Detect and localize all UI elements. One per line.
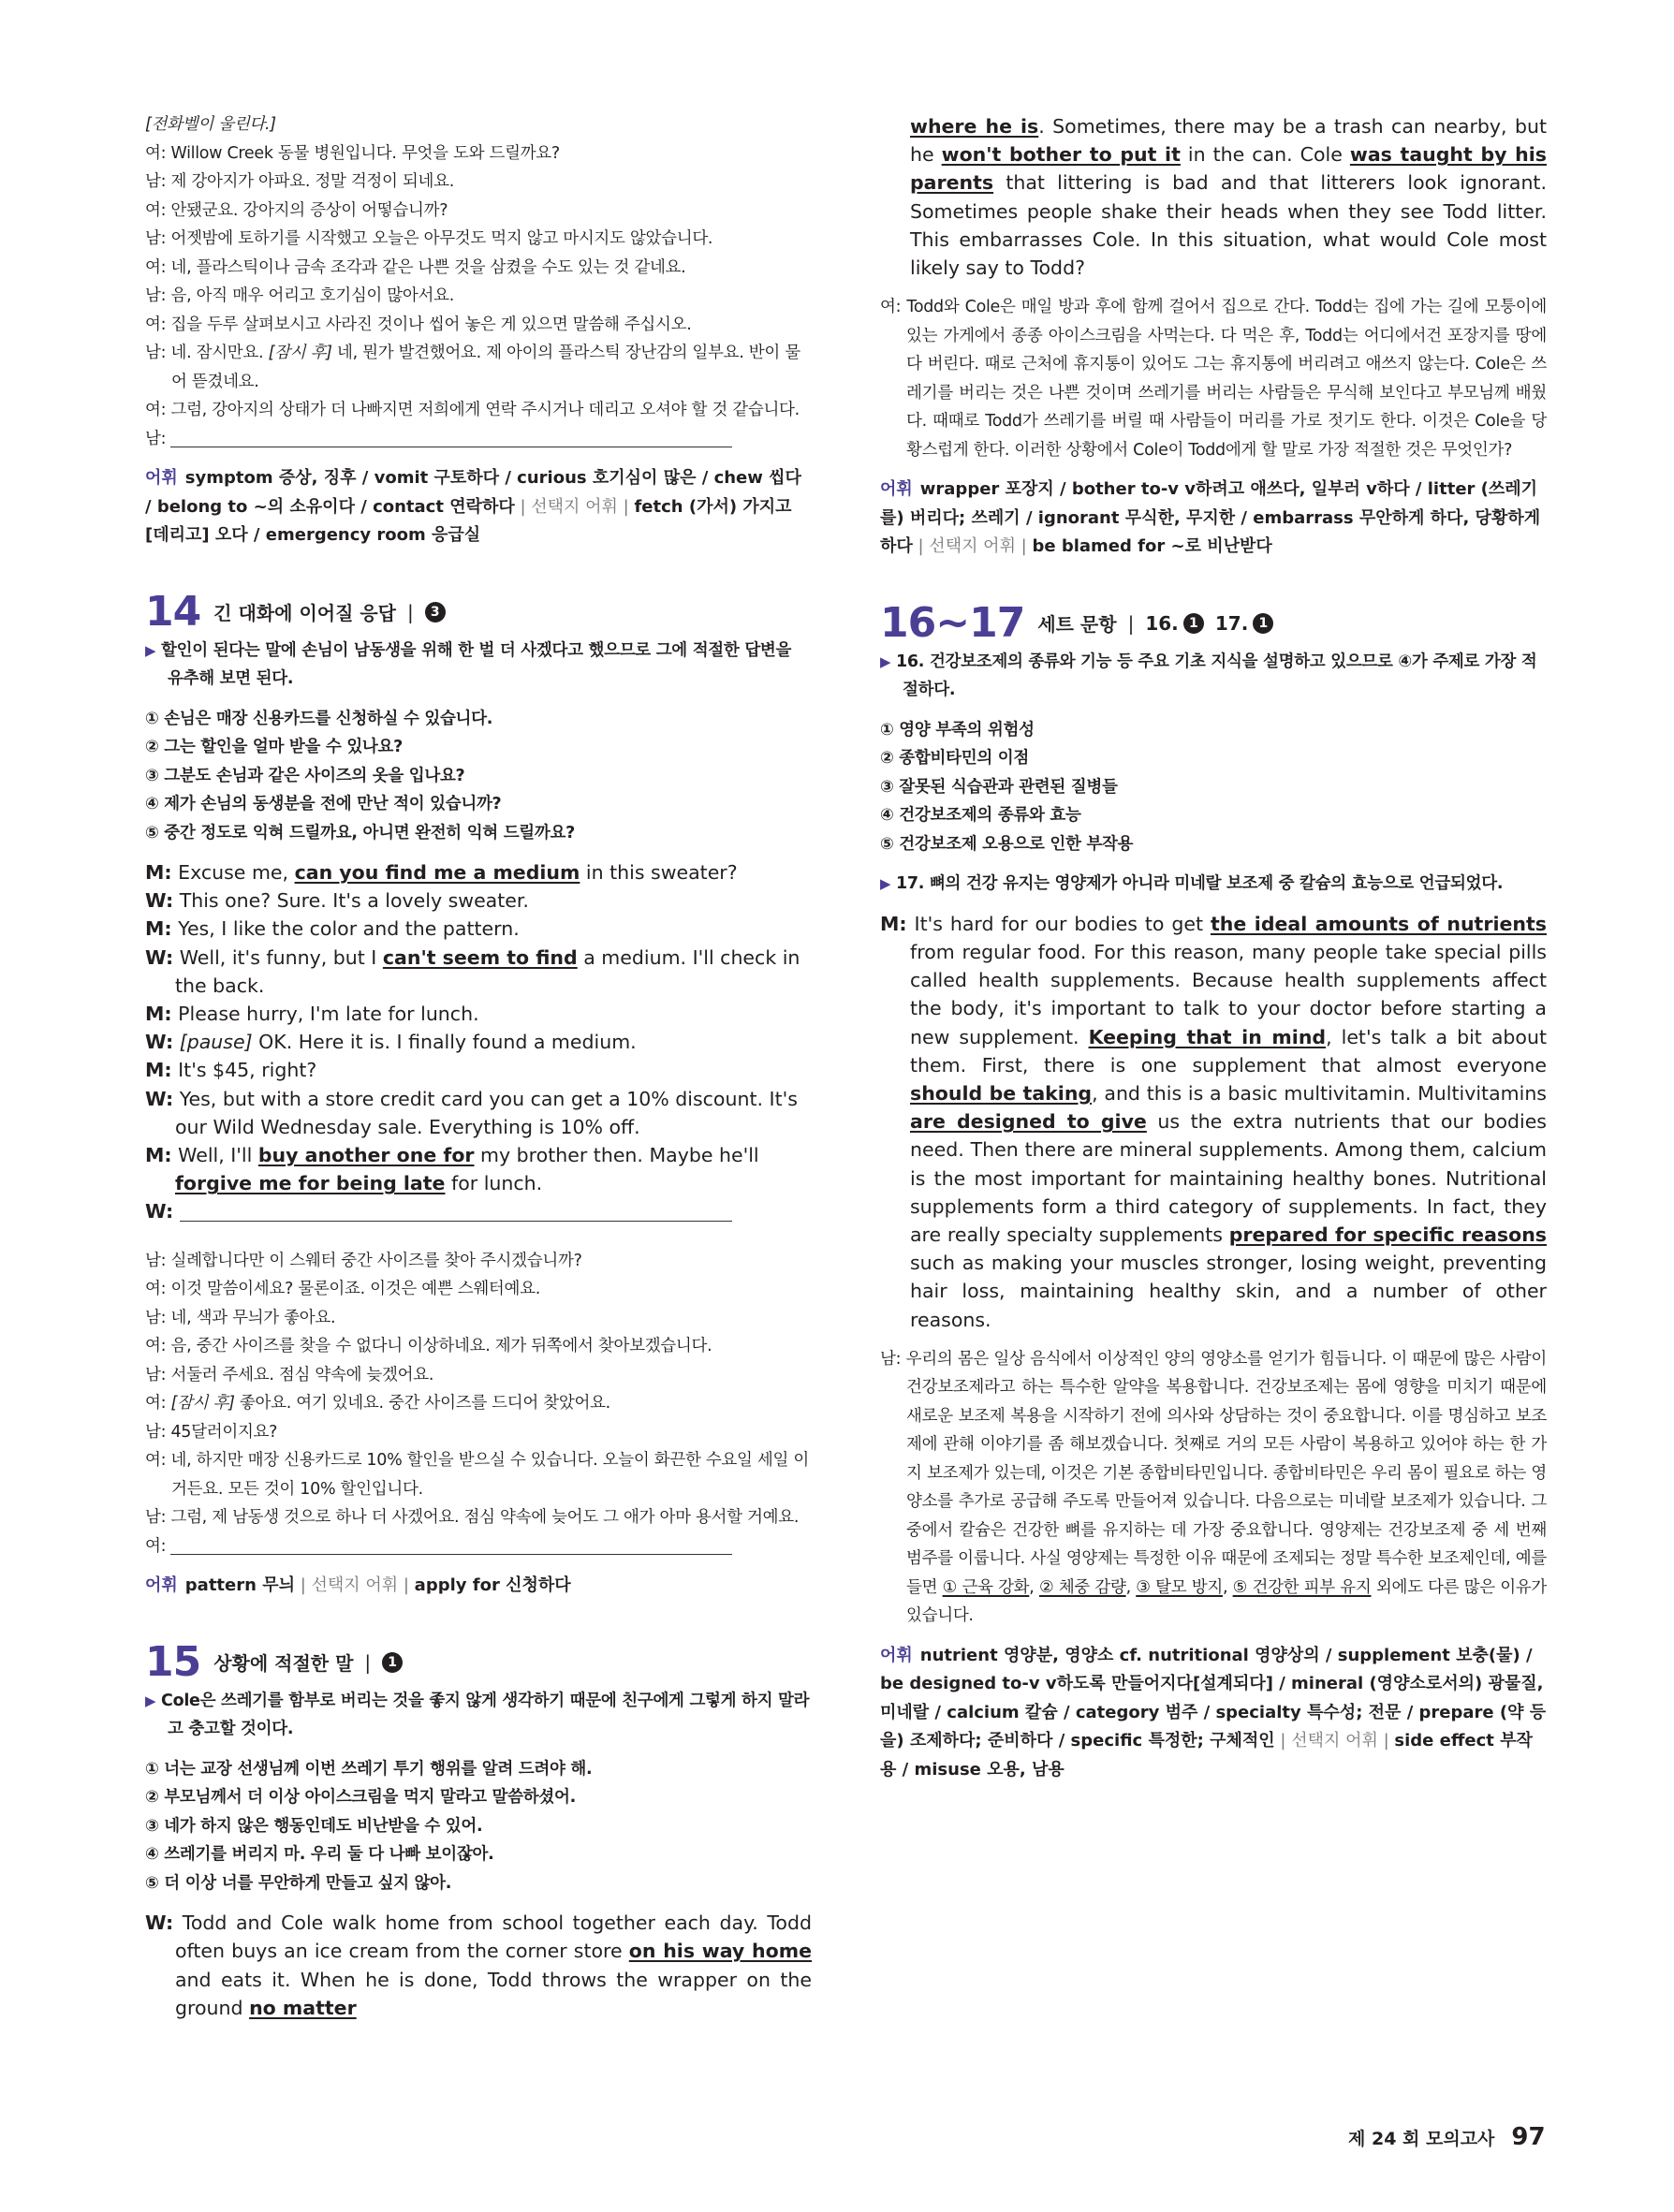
q15-options [145,1755,812,1898]
dialogue-line: 남: 서둘러 주세요. 점심 약속에 늦겠어요. [145,1365,434,1384]
stage-direction: [전화벨이 울린다.] [145,115,276,134]
dialogue-line: 여: 네, 플라스틱이나 금속 조각과 같은 나쁜 것을 삼켰을 수도 있는 것 같네요. [145,257,686,277]
q14-english-dialogue [145,858,812,1226]
dialogue-line: 여: 이것 말씀이세요? 물론이죠. 이것은 예쁜 스웨터예요. [145,1280,540,1299]
dialogue-line: 여: 안됐군요. 강아지의 증상이 어떻습니까? [145,200,448,220]
dialogue-line: 남: 45달러이지요? [145,1422,278,1442]
dialogue-line: 여: 집을 두루 살펴보시고 사라진 것이나 씹어 놓은 게 있으면 말씀해 주십시오. [145,315,692,334]
footer-title: 제 24 회 모의고사 [1348,2129,1495,2149]
option: ① 영양 부족의 위험성 [880,720,1035,740]
page-number: 97 [1511,2123,1546,2151]
option: ④ 건강보조제의 종류와 효능 [880,806,1081,826]
q15-passage-part1: W: Todd and Cole walk home from school together each day. Todd often buys an ice cream from the corner store on his way home and eats it. When he is done, Todd throws the wrapper on the ground no matter [145,1912,812,2019]
dialogue-line: M: Please hurry, I'm late for lunch. [145,1003,479,1026]
dialogue-line: W: This one? Sure. It's a lovely sweater. [145,889,529,913]
q14-vocab: 어휘 pattern 무늬 | 선택지 어휘 | apply for 신청하다 [145,1575,571,1596]
q16-options [880,716,1547,859]
dialogue-line: M: Well, I'll buy another one for my brother then. Maybe he'll forgive me for being late for lunch. [145,1144,759,1195]
option: ③ 네가 하지 않은 행동인데도 비난받을 수 있어. [145,1816,483,1836]
option: ① 손님은 매장 신용카드를 신청하실 수 있습니다. [145,709,493,728]
option: ④ 제가 손님의 동생분을 전에 만난 적이 있습니까? [145,795,502,813]
underline-continued: no matter [249,1996,357,2019]
q15-header: 15 상황에 적절한 말 | 1 [145,1638,812,1687]
q13-vocab: 어휘 symptom 증상, 징후 / vomit 구토하다 / curious 호기심이 많은 / chew 씹다 / belong to ~의 소유이다 / contact 연락하다 | 선택지 어휘 | fetch (가서) 가지고[데리고] 오다 / emergency room 응급실 [145,468,801,545]
triangle-bullet-icon: ▶ [145,641,156,659]
dialogue-line: 남: 어젯밤에 토하기를 시작했고 오늘은 아무것도 먹지 않고 마시지도 않았습니다. [145,229,713,248]
q16-17-korean-passage: 남: 우리의 몸은 일상 음식에서 이상적인 양의 영양소를 얻기가 힘듭니다. 이 때문에 많은 사람이 건강보조제라고 하는 특수한 알약을 복용합니다. 건강보조제는 몸에 영향을 미치기 때문에 새로운 보조제 복용을 시작하기 전에 의사와 상담하는 것이 중요합니다. 이를 명심하고 보조제에 관해 이야기를 좀 해보겠습니다. 첫째로 거의 모든 사람이 복용하고 있어야 하는 한 가지 보조제가 있는데, 이것은 기본 종합비타민입니다. 종합비타민은 우리 몸이 필요로 하는 영양소를 추가로 공급해 주도록 만들어져 있습니다. 다음으로는 미네랄 보조제가 있습니다. 그중에서 칼슘은 건강한 뼈를 유지하는 데 가장 중요합니다. 영양제는 건강보조제 중 세 번째 범주를 이룹니다. 사실 영양제는 특정한 이유 때문에 조제되는 정말 특수한 보조제인데, 예를 들면 ① 근육 강화, ② 체중 감량, ③ 탈모 방지, ⑤ 건강한 피부 유지 외에도 다른 많은 이유가 있습니다. [880,1349,1548,1626]
answer-number-badge: 1 [1183,613,1204,634]
option: ⑤ 건강보조제 오용으로 인한 부작용 [880,834,1134,854]
q15-passage-part2: where he is. Sometimes, there may be a trash can nearby, but he won't bother to put it in the can. Cole was taught by his parents that littering is bad and that litterers look ignorant. Sometimes people shake their heads when they see Todd litter. This embarrasses Cole. In this situation, what would Cole most likely say to Todd? [910,115,1547,280]
option: ② 그는 할인을 얼마 받을 수 있나요? [145,738,403,756]
left-column [145,110,812,2022]
triangle-bullet-icon: ▶ [880,875,891,893]
q16-17-vocab: 어휘 nutrient 영양분, 영양소 cf. nutritional 영양상의 / supplement 보충(물) / be designed to-v v하도록 만들어지다[설계되다] / mineral (영양소로서의) 광물질, 미네랄 / calcium 칼슘 / category 범주 / specialty 특수성; 전문 / prepare (약 등을) 조제하다; 준비하다 / specific 특정한; 구체적인 | 선택지 어휘 | side effect 부작용 / misuse 오용, 남용 [880,1645,1547,1780]
triangle-bullet-icon: ▶ [145,1692,156,1709]
answer-number-badge: 1 [382,1652,403,1673]
answer-blank[interactable] [180,1204,732,1222]
dialogue-line: M: Yes, I like the color and the pattern. [145,917,520,941]
dialogue-line: 여: 네, 하지만 매장 신용카드로 10% 할인을 받으실 수 있습니다. 오늘이 화끈한 수요일 세일 이거든요. 모든 것이 10% 할인입니다. [145,1451,809,1499]
q15-explanation: ▶ Cole은 쓰레기를 함부로 버리는 것을 좋지 않게 생각하기 때문에 친구에게 그렇게 하지 말라고 충고할 것이다. [145,1691,810,1739]
answer-blank-line: 남: [145,425,812,454]
dialogue-line: 남: 음, 아직 매우 어리고 호기심이 많아서요. [145,286,454,305]
q15-korean-passage: 여: Todd와 Cole은 매일 방과 후에 함께 걸어서 집으로 간다. Todd는 집에 가는 길에 모퉁이에 있는 가게에서 종종 아이스크림을 사먹는다. 다 먹은 후, Todd는 어디에서건 포장지를 땅에다 버린다. 때로 근처에 휴지통이 있어도 그는 휴지통에 버리려고 애쓰지 않는다. Cole은 쓰레기를 버리는 것은 나쁜 것이며 쓰레기를 버리는 사람들은 무식해 보인다고 부모님께 배웠다. 때때로 Todd가 쓰레기를 버릴 때 사람들이 머리를 가로 젓기도 한다. 이것은 Cole을 당황스럽게 한다. 이러한 상황에서 Cole이 Todd에게 할 말로 가장 적절한 것은 무엇인가? [880,298,1547,460]
answer-blank[interactable] [170,1537,732,1555]
q14-header: 14 긴 대화에 이어질 응답 | 3 [145,588,812,637]
dialogue-line: 여: [잠시 후] 좋아요. 여기 있네요. 중간 사이즈를 드디어 찾았어요. [145,1394,610,1414]
answer-blank-line: 여: [145,1532,812,1561]
dialogue-line: 남: 실례합니다만 이 스웨터 중간 사이즈를 찾아 주시겠습니까? [145,1251,582,1270]
q15-vocab: 어휘 wrapper 포장지 / bother to-v v하려고 애쓰다, 일부러 v하다 / litter (쓰레기를) 버리다; 쓰레기 / ignorant 무식한, 무지한 / embarrass 무안하게 하다, 당황하게 하다 | 선택지 어휘 | be blamed for ~로 비난받다 [880,479,1541,557]
dialogue-line: W: [pause] OK. Here it is. I finally found a medium. [145,1031,637,1054]
dialogue-line: W: Yes, but with a store credit card you can get a 10% discount. It's our Wild Wednesday sale. Everything is 10% off. [145,1087,798,1138]
right-column [880,112,1547,1784]
dialogue-line: 여: 그럼, 강아지의 상태가 더 나빠지면 저희에게 연락 주시거나 데리고 오셔야 할 것 같습니다. [145,401,800,419]
q14-options [145,705,812,848]
option: ③ 그분도 손님과 같은 사이즈의 옷을 입나요? [145,766,465,785]
q16-explanation: ▶ 16. 건강보조제의 종류와 기능 등 주요 기초 지식을 설명하고 있으므로 ④가 주제로 가장 적절하다. [880,652,1537,700]
dialogue-line: 남: 그럼, 제 남동생 것으로 하나 더 사겠어요. 점심 약속에 늦어도 그 애가 아마 용서할 거예요. [145,1508,800,1528]
answer-number-badge: 3 [425,602,446,623]
dialogue-line: M: Excuse me, can you find me a medium in this sweater? [145,861,738,884]
dialogue-line: W: Well, it's funny, but I can't seem to find a medium. I'll check in the back. [145,945,800,997]
answer-number-badge: 1 [1253,613,1273,634]
option: ③ 잘못된 식습관과 관련된 질병들 [880,777,1118,797]
dialogue-line: 남: 제 강아지가 아파요. 정말 걱정이 되네요. [145,172,454,191]
dialogue-line: 여: Willow Creek 동물 병원입니다. 무엇을 도와 드릴까요? [145,143,560,163]
dialogue-line: 여: 음, 중간 사이즈를 찾을 수 없다니 이상하네요. 제가 뒤쪽에서 찾아보겠습니다. [145,1337,712,1356]
dialogue-line: 남: 네, 색과 무늬가 좋아요. [145,1308,336,1327]
option: ② 부모님께서 더 이상 아이스크림을 먹지 말라고 말씀하셨어. [145,1788,576,1808]
answer-blank[interactable] [170,430,732,447]
answer-blank-line: W: [145,1197,812,1225]
q16-17-header: 16~17 세트 문항 | 16. 1 17. 1 [880,599,1547,648]
q17-explanation: ▶ 17. 뼈의 건강 유지는 영양제가 아니라 미네랄 보조제 중 칼슘의 효능으로 언급되었다. [880,874,1504,894]
option: ② 종합비타민의 이점 [880,749,1029,769]
dialogue-line: 남: 네. 잠시만요. [잠시 후] 네, 뭔가 발견했어요. 제 아이의 플라스틱 장난감의 일부요. 반이 물어 뜯겼네요. [145,344,800,391]
option: ⑤ 더 이상 너를 무안하게 만들고 싶지 않아. [145,1873,452,1893]
option: ① 너는 교장 선생님께 이번 쓰레기 투기 행위를 알려 드려야 해. [145,1759,593,1779]
underline-continued: where he is [910,115,1039,138]
option: ⑤ 중간 정도로 익혀 드릴까요, 아니면 완전히 익혀 드릴까요? [145,823,575,842]
option: ④ 쓰레기를 버리지 마. 우리 둘 다 나빠 보이잖아. [145,1845,494,1865]
dialogue-line: M: It's $45, right? [145,1059,317,1082]
q14-korean-dialogue [145,1247,812,1561]
page-footer [1348,2123,1546,2151]
q16-17-passage: M: It's hard for our bodies to get the ideal amounts of nutrients from regular food. For this reason, many people take special pills called health supplements. Because health supplements affect the body, it's important to talk to your doctor before starting a new supplement. Keeping that in mind, let's talk a bit about them. First, there is one supplement that almost everyone should be taking, and this is a basic multivitamin. Multivitamins are designed to give us the extra nutrients that our bodies need. Then there are mineral supplements. Among them, calcium is the most important for maintaining healthy bones. Nutritional supplements form a third category of supplements. In fact, they are really specialty supplements prepared for specific reasons such as making your muscles stronger, losing weight, preventing hair loss, maintaining healthy skin, and a number of other reasons. [880,912,1547,1331]
triangle-bullet-icon: ▶ [880,652,891,670]
q13-korean-dialogue [145,139,812,454]
q14-explanation: ▶ 할인이 된다는 말에 손님이 남동생을 위해 한 벌 더 사겠다고 했으므로 그에 적절한 답변을 유추해 보면 된다. [145,640,792,688]
